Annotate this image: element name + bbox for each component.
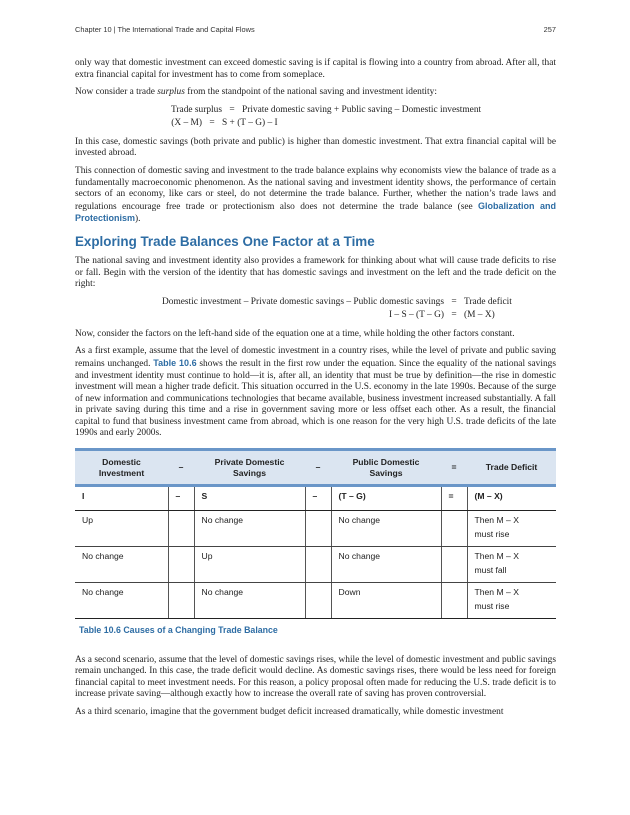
table-cell bbox=[441, 547, 467, 583]
table-cell: No change bbox=[194, 583, 305, 619]
table-cell bbox=[467, 511, 556, 547]
table-cell: No change bbox=[75, 583, 168, 619]
table-cell bbox=[305, 583, 331, 619]
table-symbol-row bbox=[75, 486, 556, 511]
table-caption: Table 10.6 Causes of a Changing Trade Balance bbox=[79, 625, 278, 636]
cell-line: must rise bbox=[474, 529, 510, 540]
equation-operator: = bbox=[209, 117, 215, 128]
table-cell: No change bbox=[194, 511, 305, 547]
table-cell bbox=[305, 511, 331, 547]
section-heading: Exploring Trade Balances One Factor at a Time bbox=[75, 233, 375, 249]
equation-operator: = bbox=[451, 296, 457, 307]
header-operator: – bbox=[305, 450, 331, 486]
chapter-label: Chapter 10 | The International Trade and Capital Flows bbox=[75, 25, 255, 34]
header-trade-deficit: Trade Deficit bbox=[467, 450, 556, 486]
table-cell bbox=[168, 547, 194, 583]
cell-line: must fall bbox=[474, 565, 507, 576]
header-public-domestic-savings: Public Domestic Savings bbox=[331, 450, 441, 486]
table-cell: Up bbox=[194, 547, 305, 583]
equation-trade-surplus bbox=[75, 105, 556, 131]
equation-rhs: Private domestic saving + Public saving – Domestic investment bbox=[242, 104, 482, 115]
header-private-domestic-savings: Private Domestic Savings bbox=[194, 450, 305, 486]
table-cell: (M – X) bbox=[467, 486, 556, 511]
equation-lhs: I – S – (T – G) bbox=[388, 309, 444, 320]
paragraph-text: ). bbox=[135, 214, 141, 225]
table-row bbox=[75, 511, 556, 547]
paragraph-text: shows the result in the first row under the equation. Since the equality of the national savings and investment identity must continue to hold—it is, after all, an identity that must be true by definition—the rise in domestic investment will mean a higher trade deficit. This situation occurred in the U.S. economy in the late 1990s. Because of the surge of new information and communications technologies that became available, business investment increased substantially. A fall in private saving during this time and a rise in government saving more or less offset each other. As a result, the financial capital to fund that business investment came from abroad, which is one reason for the very high U.S. trade deficits of the late 1990s and early 2000s. bbox=[75, 358, 556, 439]
cell-line: Then M – X bbox=[474, 515, 519, 526]
equation-rhs: S + (T – G) – I bbox=[222, 117, 278, 128]
paragraph-text: Now consider a trade bbox=[75, 87, 158, 98]
trade-balance-table bbox=[75, 448, 556, 619]
cell-line: must rise bbox=[474, 601, 510, 612]
table-cell: = bbox=[441, 486, 467, 511]
link-globalization-protectionism[interactable]: Globalization and Protectionism bbox=[75, 200, 556, 224]
paragraph-text: from the standpoint of the national saving and investment identity: bbox=[184, 87, 437, 98]
cell-line: Then M – X bbox=[474, 551, 519, 562]
paragraph-text: As a first example, assume that the level of domestic investment in a country rises, while the level of private and public saving remains unchanged. bbox=[75, 346, 556, 369]
emphasis-text: surplus bbox=[157, 87, 185, 98]
paragraph: As a second scenario, assume that the level of domestic savings rises, while the level of domestic investment and public savings remain unchanged. In this case, the trade deficit would decline. As domestic savings rises, there would be less need for foreign financial capital to meet investment needs. For this reason, a policy proposal often made for reducing the U.S. trade deficit is to increase private saving—although exactly how to increase the overall rate of saving has proven controversial. bbox=[75, 654, 556, 700]
running-header bbox=[75, 25, 556, 37]
table-cell: (T – G) bbox=[331, 486, 441, 511]
table-cell: No change bbox=[331, 547, 441, 583]
equation-lhs: Trade surplus bbox=[171, 104, 222, 115]
paragraph: Now, consider the factors on the left-hand side of the equation one at a time, while holding the other factors constant. bbox=[75, 328, 515, 339]
table-cell bbox=[168, 583, 194, 619]
table-cell: – bbox=[168, 486, 194, 511]
page-number: 257 bbox=[543, 25, 556, 34]
table-cell: Up bbox=[75, 511, 168, 547]
table-cell bbox=[441, 583, 467, 619]
link-table-10-6[interactable]: Table 10.6 bbox=[153, 357, 197, 368]
table-cell: S bbox=[194, 486, 305, 511]
cell-line: Then M – X bbox=[474, 587, 519, 598]
header-operator: = bbox=[441, 450, 467, 486]
equation-trade-deficit bbox=[75, 297, 556, 323]
table-cell: Down bbox=[331, 583, 441, 619]
equation-lhs: (X – M) bbox=[171, 117, 202, 128]
table-header-row bbox=[75, 450, 556, 486]
equation-operator: = bbox=[451, 309, 457, 320]
equation-operator: = bbox=[229, 104, 235, 115]
paragraph: only way that domestic investment can exceed domestic saving is if capital is flowing into a country from abroad. After all, that extra financial capital for investment has to come from someplace. bbox=[75, 58, 556, 80]
table-row bbox=[75, 583, 556, 619]
header-operator: – bbox=[168, 450, 194, 486]
paragraph: As a third scenario, imagine that the government budget deficit increased dramatically, while domestic investment bbox=[75, 707, 504, 718]
table-cell bbox=[467, 583, 556, 619]
paragraph bbox=[75, 346, 556, 440]
table-cell: I bbox=[75, 486, 168, 511]
table-cell bbox=[441, 511, 467, 547]
table-cell bbox=[305, 547, 331, 583]
equation-rhs: (M – X) bbox=[464, 309, 495, 320]
equation-lhs: Domestic investment – Private domestic savings – Public domestic savings bbox=[162, 296, 444, 307]
table-cell: No change bbox=[75, 547, 168, 583]
paragraph bbox=[75, 166, 556, 226]
header-domestic-investment: Domestic Investment bbox=[75, 450, 168, 486]
table-cell bbox=[168, 511, 194, 547]
paragraph: The national saving and investment identity also provides a framework for thinking about what will cause trade deficits to rise or fall. Begin with the version of the identity that has domestic savings and investment on the left and the trade deficit on the right: bbox=[75, 255, 556, 290]
paragraph: In this case, domestic savings (both private and public) is higher than domestic investment. That extra financial capital will be invested abroad. bbox=[75, 136, 556, 159]
paragraph-text: This connection of domestic saving and investment to the trade balance explains why economists view the balance of trade as a fundamentally macroeconomic phenomenon. As the national saving and investment identity shows, the performance of certain sectors of an economy, like cars or steel, do not determine the trade balance. Further, whether the nation’s trade laws and regulations encourage free trade or protectionism also does not determine the trade balance (see bbox=[75, 165, 556, 212]
table-cell: – bbox=[305, 486, 331, 511]
table-row bbox=[75, 547, 556, 583]
document-body bbox=[75, 58, 556, 725]
equation-rhs: Trade deficit bbox=[464, 296, 512, 307]
paragraph bbox=[75, 87, 556, 99]
table-cell bbox=[467, 547, 556, 583]
table-cell: No change bbox=[331, 511, 441, 547]
